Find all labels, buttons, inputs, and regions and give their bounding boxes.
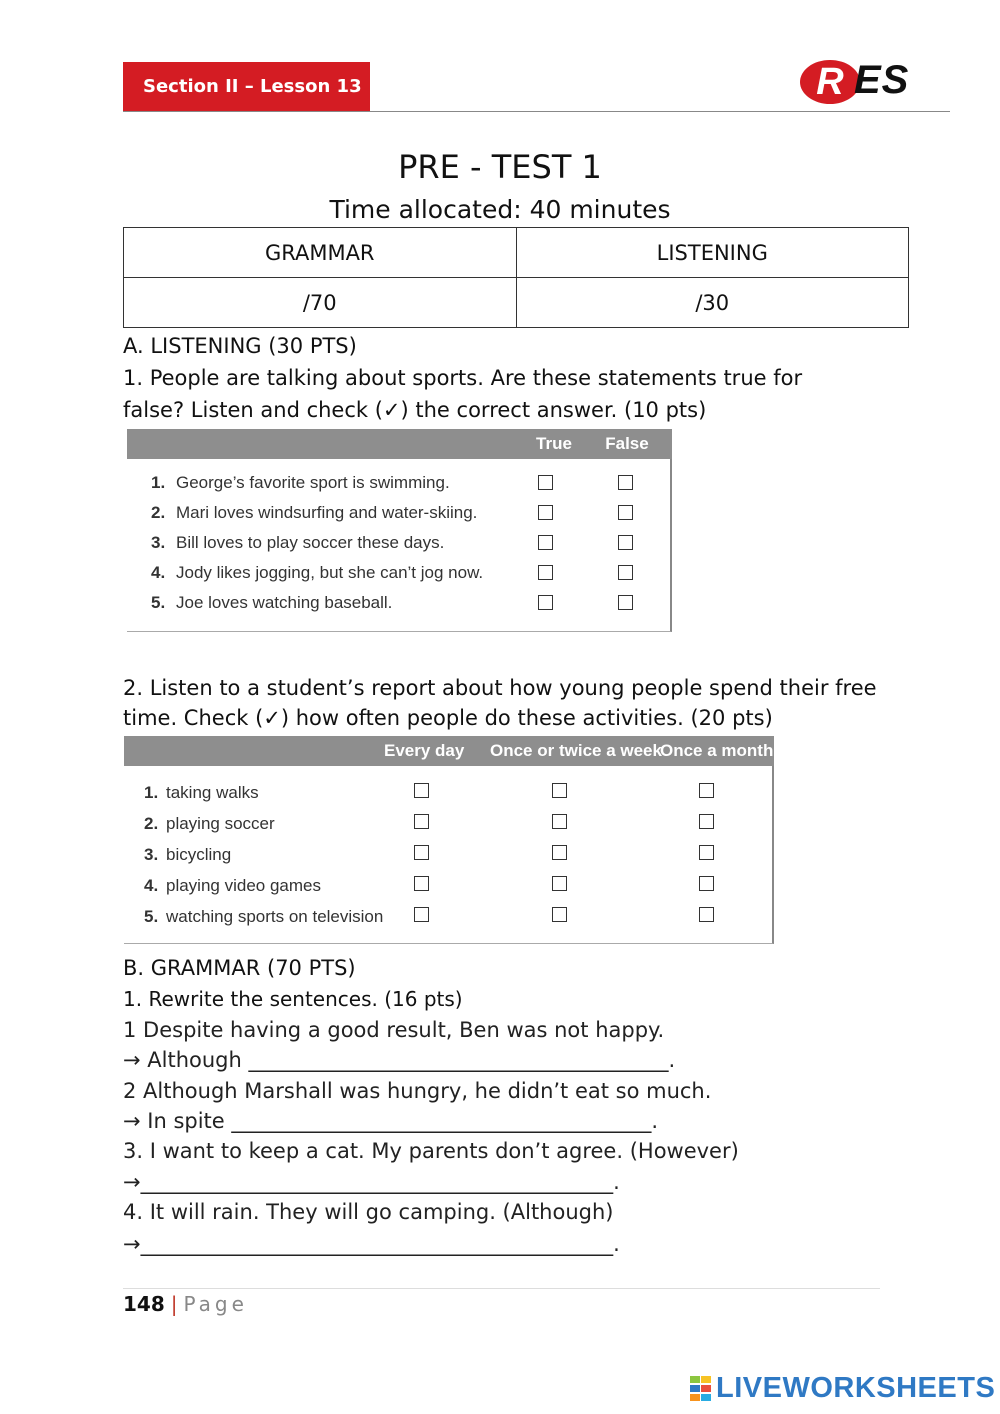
checkbox-every-day[interactable]: [414, 876, 429, 891]
checkbox-true[interactable]: [538, 505, 553, 520]
score-header-listening: LISTENING: [516, 228, 909, 278]
checkbox-false[interactable]: [618, 505, 633, 520]
list-item: 4. Jody likes jogging, but she can’t jog now.: [127, 563, 670, 593]
time-allocated: Time allocated: 40 minutes: [329, 195, 671, 224]
list-item: 1. George’s favorite sport is swimming.: [127, 473, 670, 503]
checkbox-once-twice-week[interactable]: [552, 907, 567, 922]
ex2-header-bar: [124, 736, 774, 766]
answer-line-4[interactable]: →_____________________________________________.: [123, 1232, 620, 1256]
checkbox-true[interactable]: [538, 475, 553, 490]
list-item: 4. playing video games: [124, 876, 772, 906]
page-title: PRE - TEST 1: [398, 148, 602, 186]
page-footer: [123, 1292, 248, 1316]
list-item: 3. Bill loves to play soccer these days.: [127, 533, 670, 563]
list-item: 3. bicycling: [124, 845, 772, 875]
checkbox-true[interactable]: [538, 535, 553, 550]
footer-divider: [123, 1288, 880, 1289]
listening-ex2-instruction-1: 2. Listen to a student’s report about how young people spend their free: [123, 676, 877, 700]
list-item: 5. Joe loves watching baseball.: [127, 593, 670, 623]
listening-ex1-instruction-2: false? Listen and check (✓) the correct answer. (10 pts): [123, 398, 707, 422]
checkbox-every-day[interactable]: [414, 783, 429, 798]
checkbox-once-twice-week[interactable]: [552, 876, 567, 891]
checkbox-once-twice-week[interactable]: [552, 814, 567, 829]
answer-line-3[interactable]: →_____________________________________________.: [123, 1170, 620, 1194]
checkbox-once-twice-week[interactable]: [552, 845, 567, 860]
score-header-grammar: GRAMMAR: [124, 228, 517, 278]
checkbox-once-month[interactable]: [699, 814, 714, 829]
list-item: 1. taking walks: [124, 783, 772, 813]
answer-line-2[interactable]: → In spite ________________________________________.: [123, 1109, 659, 1133]
listening-ex1-box: [127, 429, 672, 632]
answer-line-1[interactable]: → Although ________________________________________.: [123, 1048, 676, 1072]
checkbox-every-day[interactable]: [414, 845, 429, 860]
ex2-col-once-twice-week: Once or twice a week: [490, 741, 662, 760]
checkbox-false[interactable]: [618, 565, 633, 580]
ex2-col-every-day: Every day: [384, 741, 465, 760]
listening-ex2-instruction-2: time. Check (✓) how often people do these activities. (20 pts): [123, 706, 773, 730]
ex2-col-once-month: Once a month: [660, 741, 774, 760]
ex1-col-false: False: [605, 434, 649, 453]
listening-ex1-instruction-1: 1. People are talking about sports. Are these statements true for: [123, 366, 803, 390]
page-word: Page: [183, 1292, 248, 1316]
score-grammar: /70: [124, 278, 517, 328]
checkbox-once-month[interactable]: [699, 907, 714, 922]
liveworksheets-logo-icon: [690, 1376, 712, 1402]
grammar-ex1-title: 1. Rewrite the sentences. (16 pts): [123, 987, 463, 1011]
page-number: 148: [123, 1292, 165, 1316]
footer-separator: |: [170, 1292, 178, 1316]
logo-r: R: [800, 60, 860, 104]
liveworksheets-watermark: [690, 1372, 995, 1408]
checkbox-true[interactable]: [538, 565, 553, 580]
checkbox-false[interactable]: [618, 535, 633, 550]
res-logo: [800, 56, 930, 108]
ex1-col-true: True: [536, 434, 572, 453]
checkbox-once-month[interactable]: [699, 845, 714, 860]
header-divider: [123, 111, 950, 112]
score-table: [123, 227, 909, 328]
list-item: 2. playing soccer: [124, 814, 772, 844]
grammar-line-4: 4. It will rain. They will go camping. (Although): [123, 1200, 614, 1224]
list-item: 2. Mari loves windsurfing and water-skiing.: [127, 503, 670, 533]
grammar-line-2: 2 Although Marshall was hungry, he didn’t eat so much.: [123, 1079, 712, 1103]
checkbox-every-day[interactable]: [414, 814, 429, 829]
score-listening: /30: [516, 278, 909, 328]
checkbox-once-month[interactable]: [699, 876, 714, 891]
grammar-heading: B. GRAMMAR (70 PTS): [123, 956, 356, 980]
liveworksheets-brand: LIVEWORKSHEETS: [716, 1372, 996, 1404]
listening-heading: A. LISTENING (30 PTS): [123, 334, 357, 358]
checkbox-once-month[interactable]: [699, 783, 714, 798]
ex1-header-bar: [127, 429, 672, 459]
section-tab: Section II – Lesson 13: [123, 62, 370, 112]
grammar-line-3: 3. I want to keep a cat. My parents don’t agree. (However): [123, 1139, 739, 1163]
checkbox-every-day[interactable]: [414, 907, 429, 922]
checkbox-false[interactable]: [618, 595, 633, 610]
grammar-line-1: 1 Despite having a good result, Ben was not happy.: [123, 1018, 665, 1042]
list-item: 5. watching sports on television: [124, 907, 772, 937]
listening-ex2-box: [124, 736, 774, 944]
checkbox-true[interactable]: [538, 595, 553, 610]
checkbox-false[interactable]: [618, 475, 633, 490]
checkbox-once-twice-week[interactable]: [552, 783, 567, 798]
logo-es: ES: [854, 58, 910, 102]
